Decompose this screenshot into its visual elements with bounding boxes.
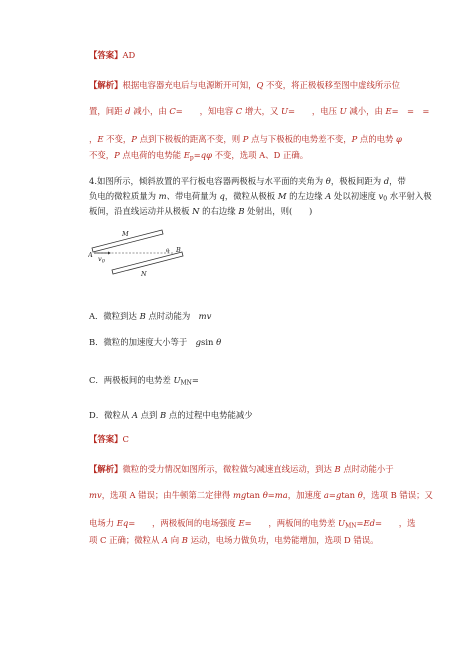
analysis-tag: 【解析】 [89, 80, 123, 90]
analysis-tag: 【解析】 [89, 464, 123, 474]
question-4-line-3: 板间，沿直线运动并从极板 N 的右边缘 B 处射出，则( ) [89, 206, 313, 216]
option-d: D．微粒从 A 点到 B 点的过程中电势能减少 [89, 410, 253, 420]
analysis-1-line-2: 置，间距 d 减小，由 C= ，知电容 C 增大，又 U= ，电压 U 减小，由 E= = = [89, 106, 430, 116]
label-a: A [88, 251, 93, 259]
label-theta: θ [166, 248, 170, 254]
label-n: N [141, 270, 147, 278]
analysis-1-line-1: 【解析】根据电容器充电后与电源断开可知，Q 不变，将正极板移至图中虚线所示位 [89, 80, 401, 90]
label-v0: $v_0$ [98, 255, 105, 265]
answer-line-2 [89, 434, 129, 445]
plate-n [112, 252, 183, 274]
answer-line-1 [89, 50, 135, 61]
answer-value: AD [122, 50, 136, 60]
question-4-line-1: 4.如图所示，倾斜放置的平行板电容器两极板与水平面的夹角为 θ，极板间距为 d，带 [89, 176, 406, 186]
answer-tag: 【答案】 [89, 434, 123, 444]
analysis-2-line-4: 项 C 正确；微粒从 A 向 B 运动，电场力做负功，电势能增加，选项 D 错误。 [89, 535, 379, 545]
option-c: C．两极板间的电势差 $U_{MN}=$ [89, 375, 199, 387]
label-b: B [176, 246, 181, 254]
analysis-1-line-3: ，E 不变，P 点到下极板的距离不变，则 P 点与下极板的电势差不变，P 点的电势 φ [89, 134, 402, 144]
analysis-1-line-4: 不变，P 点电荷的电势能 $E_p=q\varphi$ 不变，选项 A、D 正确。 [89, 150, 309, 162]
label-m: M [122, 230, 129, 238]
velocity-arrowhead [108, 252, 111, 255]
answer-tag: 【答案】 [89, 50, 123, 60]
analysis-2-line-2: mv，选项 A 错误；由牛顿第二定律得 mgtan θ=ma，加速度 a=gtan θ，选项 B 错误；又 [89, 490, 433, 500]
question-4-line-2: 负电的微粒质量为 m、带电荷量为 q，微粒从极板 M 的左边缘 A 处以初速度 $v_0$ 水平射入极 [89, 191, 432, 203]
option-b: B．微粒的加速度大小等于 gsin θ [89, 337, 222, 347]
option-a: A．微粒到达 B 点时动能为 mv [89, 311, 212, 321]
analysis-2-line-3: 电场力 Eq= ，两极板间的电场强度 E= ，两板间的电势差 $U_{MN}=Ed=$ ，选 [89, 518, 416, 530]
answer-value: C [122, 434, 129, 444]
capacitor-diagram [88, 226, 188, 278]
analysis-2-line-1: 【解析】微粒的受力情况如图所示，微粒做匀减速直线运动，到达 B 点时动能小于 [89, 464, 394, 474]
